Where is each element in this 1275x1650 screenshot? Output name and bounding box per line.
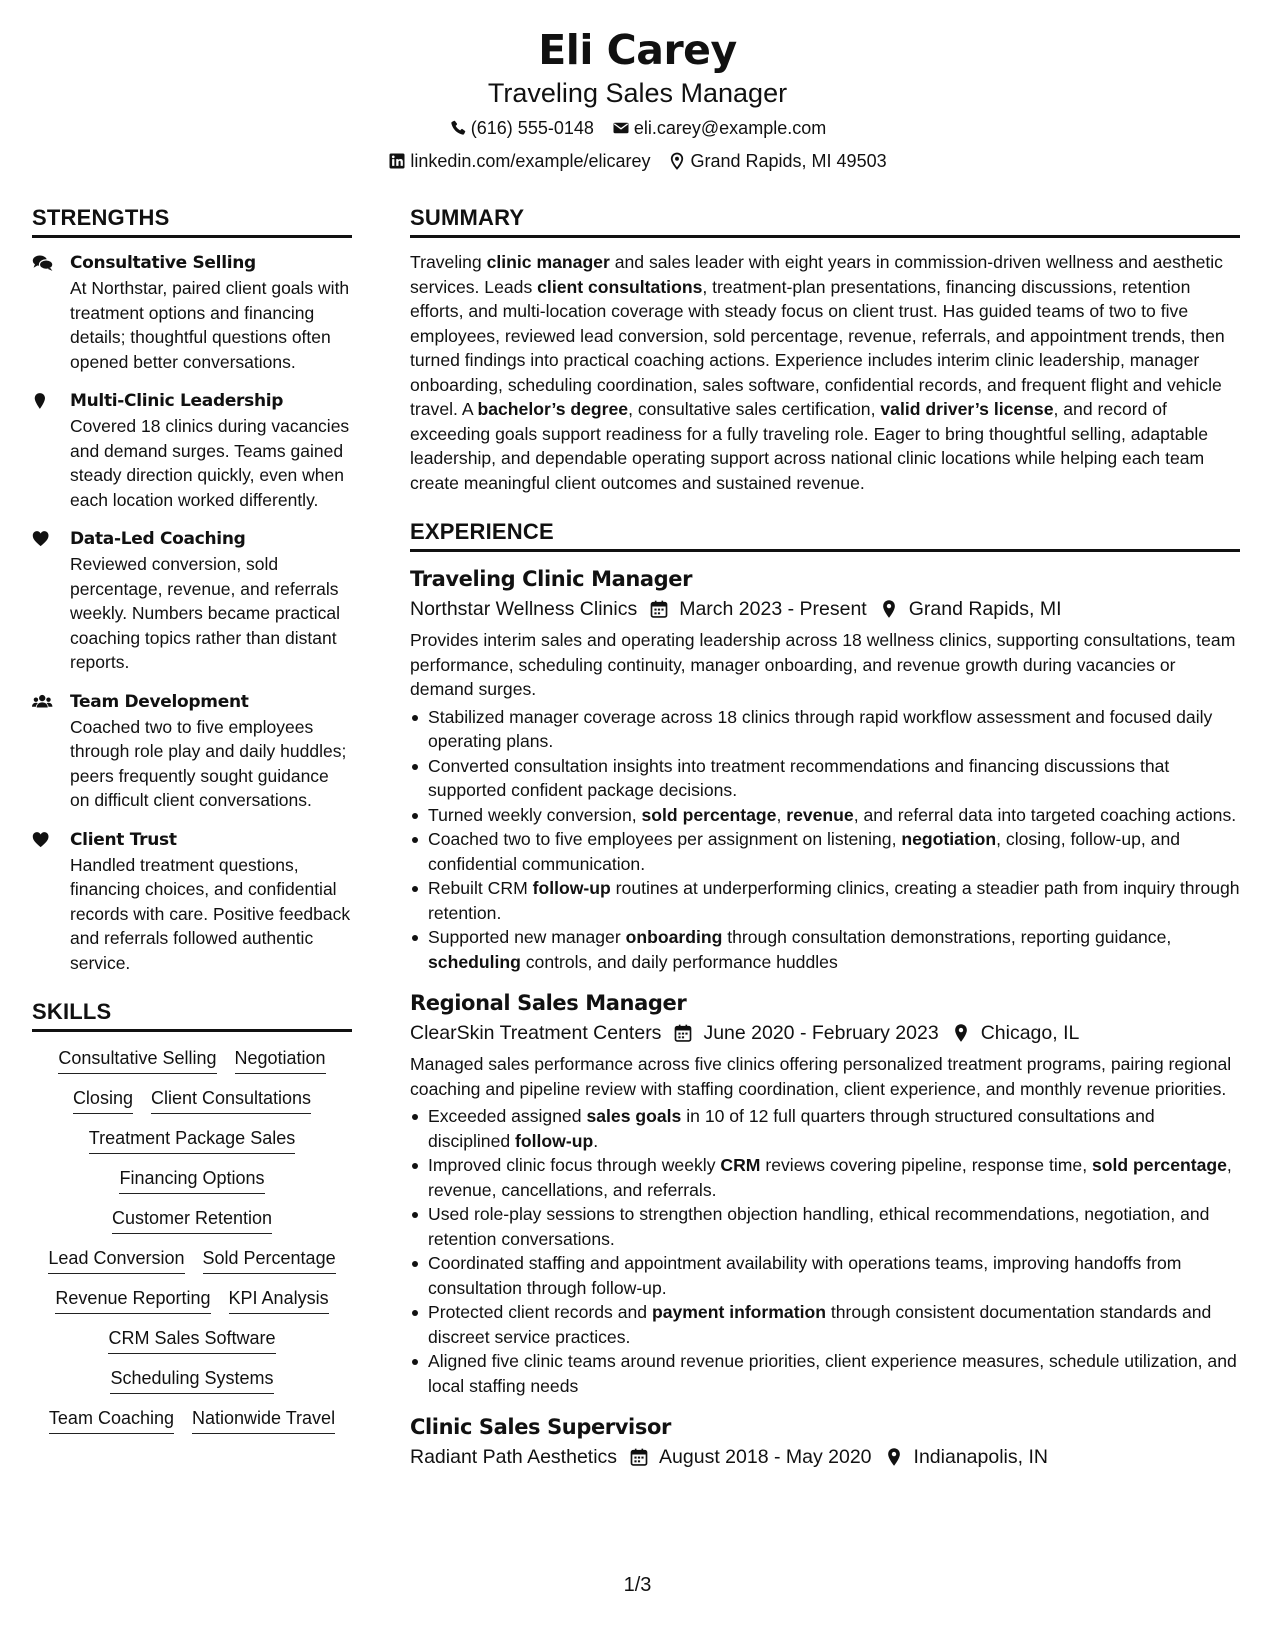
envelope-icon [612,119,630,137]
strength-item [32,250,352,374]
strength-title: Multi-Clinic Leadership [70,391,284,411]
linkedin-contact[interactable] [388,146,650,176]
bold-text: revenue [786,804,854,825]
strength-desc: Reviewed conversion, sold percentage, revenue, and referrals weekly. Numbers became practical coaching topics rather than distant reports. [70,554,341,672]
text-run: Used role-play sessions to strengthen objection handling, ethical recommendations, negotiation, and retention conversations. [428,1204,1210,1249]
skill-tag: Revenue Reporting [55,1286,210,1314]
skills-section [32,997,352,1434]
job-dates: June 2020 - February 2023 [703,1022,939,1044]
job-entry [410,564,1240,974]
heart-icon [32,530,54,548]
bold-text: sold percentage [1091,1155,1227,1175]
skill-row [32,1206,352,1234]
job-meta [410,1442,1240,1472]
job-location: Indianapolis, IN [913,1446,1048,1468]
text-run: controls, and daily performance huddles [520,951,838,972]
skill-row [32,1326,352,1354]
bullet-item [410,1300,1240,1349]
text-run: Converted consultation insights into treatment recommendations and financing discussions that supported confident package decisions. [428,755,1170,800]
skill-tag: CRM Sales Software [108,1326,275,1354]
job-entry [410,1412,1240,1472]
text-run: . [593,1130,599,1151]
summary-section [410,203,1240,495]
skill-tag: Closing [73,1086,133,1114]
bold-text: client consultations [537,276,703,297]
job-description: Managed sales performance across five clinics offering personalized treatment programs, pairing regional coaching and pipeline review with staffing coordination, client experience, and monthly revenue priorities. [410,1054,1232,1099]
job-title: Clinic Sales Supervisor [410,1415,671,1439]
skill-row [32,1126,352,1154]
phone-number: (616) 555-0148 [470,118,594,138]
text-run: Protected client records and [428,1302,652,1322]
skill-tag: Customer Retention [112,1206,272,1234]
text-run: , treatment-plan presentations, financing discussions, retention efforts, and multi-location coverage with steady focus on client trust. Has guided teams of two to five employees, reviewed lead conversion, sold percentage, revenue, referrals, and appointment trends, then turned findings into practical coaching actions. Experience includes interim clinic leadership, manager onboarding, scheduling coordination, sales software, confidential records, and frequent flight and vehicle travel. A [410,276,1225,419]
skill-tag: KPI Analysis [229,1286,329,1314]
bold-text: sales goals [586,1106,682,1126]
text-run: routines at underperforming clinics, creating a steadier path from inquiry through retention. [428,878,1240,923]
bullet-item [410,1153,1240,1202]
skill-tag: Sold Percentage [203,1246,336,1274]
map-marker-icon [879,599,899,619]
phone-contact [449,113,594,143]
skill-row [32,1246,352,1274]
jobs-list [410,564,1240,1472]
skill-tag: Team Coaching [49,1406,174,1434]
skill-tag: Scheduling Systems [110,1366,273,1394]
email-contact[interactable] [612,113,826,143]
strength-item [32,526,352,675]
skill-row [32,1366,352,1394]
skills-heading: SKILLS [32,997,352,1032]
strength-desc: Handled treatment questions, financing choices, and confidential records with care. Positive feedback and referrals followed authentic service. [70,854,351,973]
calendar-icon [629,1447,649,1467]
job-dates: March 2023 - Present [679,598,867,620]
text-run: Turned weekly conversion, [428,804,642,825]
strength-item [32,827,352,976]
bullet-item [410,827,1240,876]
job-bullets [410,1104,1240,1398]
map-marker-icon [951,1023,971,1043]
text-run: Coached two to five employees per assignment on listening, [428,829,902,849]
skill-tag: Client Consultations [151,1086,311,1114]
job-location: Grand Rapids, MI [908,598,1062,620]
skill-row [32,1286,352,1314]
right-column [410,203,1240,1486]
strength-desc: At Northstar, paired client goals with treatment options and financing details; thoughtful questions often opened better conversations. [70,278,350,372]
job-entry [410,988,1240,1398]
bold-text: scheduling [428,951,521,972]
text-run: Supported new manager [428,927,626,947]
bold-text: valid driver’s license [880,399,1054,419]
bold-text: onboarding [625,927,723,947]
job-title: Traveling Clinic Manager [410,567,693,591]
map-marker-icon [884,1447,904,1467]
job-bullets [410,705,1240,975]
bold-text: payment information [651,1302,826,1322]
bold-text: sold percentage [641,804,777,825]
bullet-item [410,1104,1240,1153]
skill-tag: Financing Options [119,1166,264,1194]
calendar-icon [673,1023,693,1043]
email-address[interactable]: eli.carey@example.com [633,118,827,138]
bold-text: follow-up [532,878,611,898]
skill-row [32,1086,352,1114]
skill-row [32,1166,352,1194]
strength-desc: Coached two to five employees through role play and daily huddles; peers frequently sought guidance on difficult client conversations. [70,716,347,810]
bullet-item [410,876,1240,925]
bullet-item [410,1251,1240,1300]
text-run: in 10 of 12 full quarters through structured consultations and disciplined [428,1106,1155,1151]
contact-row-2 [0,146,1275,176]
bullet-item [410,925,1240,974]
text-run: Aligned five clinic teams around revenue priorities, client experience measures, schedule utilization, and local staffing needs [428,1351,1237,1396]
linkedin-url[interactable]: linkedin.com/example/elicarey [410,151,651,171]
resume-header [0,24,1275,176]
text-run: , revenue, cancellations, and referrals. [428,1155,1232,1200]
candidate-name: Eli Carey [538,26,737,74]
text-run: , closing, follow-up, and confidential communication. [428,829,1181,874]
text-run: through consistent documentation standards and discreet service practices. [428,1302,1212,1347]
map-marker-icon [668,152,686,170]
bold-text: CRM [720,1155,761,1175]
text-run: , and record of exceeding goals support readiness for a fully traveling role. Eager to bring thoughtful selling, adaptable leadership, and dependable operating support across national clinic locations while helping each team create meaningful client outcomes and sustained revenue. [410,399,1209,493]
text-run: , and referral data into targeted coaching actions. [853,804,1237,825]
strengths-heading: STRENGTHS [32,203,352,238]
summary-heading: SUMMARY [410,203,1240,238]
job-meta [410,594,1240,624]
bullet-item [410,1349,1240,1398]
skill-tag: Negotiation [235,1046,326,1074]
strength-title: Consultative Selling [70,253,256,273]
bold-text: bachelor’s degree [477,399,629,419]
job-company: Northstar Wellness Clinics [410,598,638,620]
page-number: 1/3 [623,1574,652,1596]
skill-row [32,1406,352,1434]
text-run: , [776,804,787,825]
text-run: Traveling [410,252,487,272]
bullet-item [410,705,1240,754]
calendar-icon [649,599,669,619]
job-meta [410,1018,1240,1048]
job-company: ClearSkin Treatment Centers [410,1022,662,1044]
text-run: and sales leader with eight years in commission-driven wellness and aesthetic services. Leads [410,252,1223,297]
candidate-title: Traveling Sales Manager [487,78,788,108]
job-dates: August 2018 - May 2020 [659,1446,872,1468]
bullet-item [410,754,1240,803]
strength-title: Data-Led Coaching [70,529,246,549]
text-run: Improved clinic focus through weekly [428,1155,721,1175]
skill-tag: Treatment Package Sales [89,1126,295,1154]
text-run: Rebuilt CRM [428,878,533,898]
strength-item [32,388,352,512]
job-company: Radiant Path Aesthetics [410,1446,618,1468]
skill-row [32,1046,352,1074]
left-column [32,203,352,1446]
job-title: Regional Sales Manager [410,991,687,1015]
location-text: Grand Rapids, MI 49503 [690,151,887,171]
comments-icon [32,254,54,272]
text-run: Stabilized manager coverage across 18 clinics through rapid workflow assessment and focused daily operating plans. [428,706,1213,751]
linkedin-icon [388,152,406,170]
experience-heading: EXPERIENCE [410,517,1240,552]
text-run: Coordinated staffing and appointment availability with operations teams, improving handoffs from consultation through follow-up. [428,1253,1182,1298]
skill-tag: Lead Conversion [48,1246,184,1274]
text-run: through consultation demonstrations, reporting guidance, [722,927,1172,947]
job-description: Provides interim sales and operating leadership across 18 wellness clinics, supporting consultations, team performance, scheduling continuity, manager onboarding, and revenue growth during vacancies or demand surges. [410,630,1236,699]
strength-title: Team Development [70,691,249,712]
text-run: reviews covering pipeline, response time, [760,1155,1092,1175]
bold-text: follow-up [515,1130,594,1151]
summary-text [410,250,1240,495]
text-run: Exceeded assigned [428,1106,587,1126]
map-pin-icon [32,392,54,410]
contact-row-1 [0,113,1275,143]
skill-tag: Consultative Selling [58,1046,216,1074]
users-icon [32,693,54,711]
skill-tag: Nationwide Travel [192,1406,335,1434]
text-run: , consultative sales certification, [628,399,881,419]
heart-icon [32,831,54,849]
experience-section [410,517,1240,1472]
strengths-section [32,203,352,975]
job-location: Chicago, IL [980,1022,1080,1044]
bullet-item [410,803,1240,828]
phone-icon [449,119,467,137]
bullet-item [410,1202,1240,1251]
bold-text: negotiation [901,829,997,849]
strength-item [32,689,352,813]
strength-title: Client Trust [70,829,177,850]
location-contact [668,146,886,176]
bold-text: clinic manager [486,252,610,272]
strength-desc: Covered 18 clinics during vacancies and demand surges. Teams gained steady direction quickly, even when each location worked differently. [70,416,350,510]
